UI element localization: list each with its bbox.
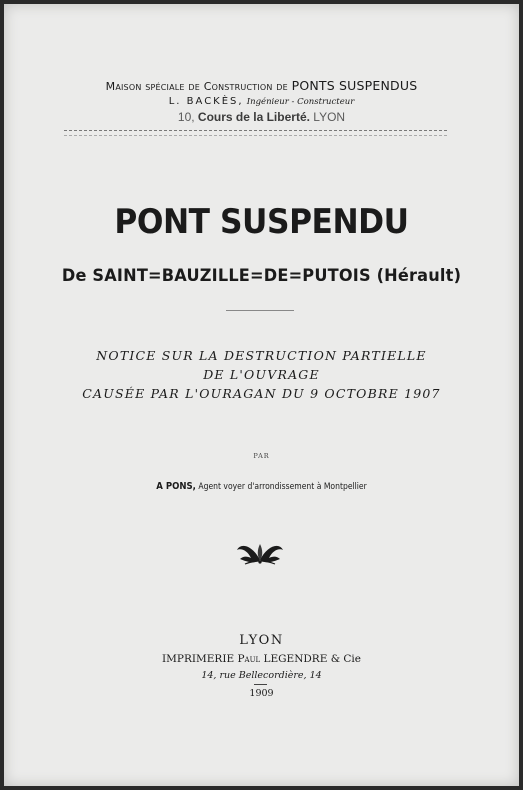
imprint-city: LYON: [239, 633, 284, 648]
printer-rest: LEGENDRE & Cie: [263, 653, 361, 665]
stamp-number: 10,: [177, 110, 195, 124]
publisher-emphasis: PONTS SUSPENDUS: [291, 78, 418, 93]
imprint-year: 1909: [249, 688, 274, 699]
document-page: [4, 4, 519, 786]
engineer-line: [4, 96, 519, 107]
document-subtitle: De SAINT=BAUZILLE=DE=PUTOIS (Hérault): [61, 266, 462, 286]
notice-line-2: DE L'OUVRAGE: [203, 367, 320, 382]
imprint-rule: [254, 684, 267, 685]
by-label: PAR: [253, 452, 270, 460]
publisher-prefix: Maison spéciale de Construction de: [105, 80, 288, 93]
author-line: [30, 481, 494, 492]
author-role: Agent voyer d'arrondissement à Montpellier: [198, 482, 367, 492]
notice-line-3: CAUSÉE PAR L'OURAGAN DU 9 OCTOBRE 1907: [82, 386, 441, 401]
notice-line-1: NOTICE SUR LA DESTRUCTION PARTIELLE: [96, 348, 427, 363]
author-name: A PONS,: [156, 481, 196, 492]
header-divider: [64, 130, 447, 136]
printer-prefix: IMPRIMERIE: [161, 653, 235, 665]
engineer-role: Ingénieur - Constructeur: [246, 97, 355, 107]
address-stamp: [4, 110, 519, 124]
imprint-printer: [4, 653, 519, 665]
publisher-line: [4, 78, 519, 93]
document-title: PONT SUSPENDU: [114, 202, 409, 242]
imprint-address: 14, rue Bellecordière, 14: [201, 670, 322, 681]
fleuron-ornament-icon: [235, 538, 285, 566]
stamp-city: LYON: [313, 110, 346, 124]
title-rule: [226, 310, 294, 311]
stamp-street: Cours de la Liberté.: [197, 110, 310, 124]
engineer-name: L. BACKÈS,: [168, 96, 244, 107]
printer-first: Paul: [237, 653, 261, 665]
